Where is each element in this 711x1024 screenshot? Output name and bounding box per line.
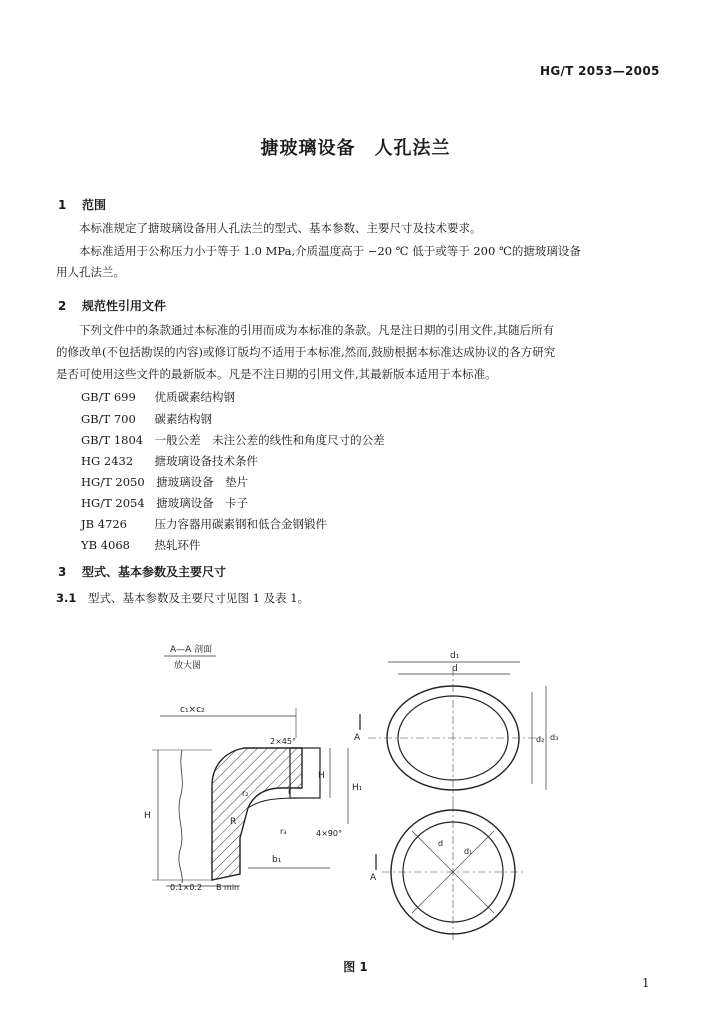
dim-c1c2: c₁×c₂ xyxy=(180,705,205,715)
dim-angle: 4×90° xyxy=(316,829,342,838)
section-1-paragraph-2-line-1: 本标准适用于公称压力小于等于 1.0 MPa,介质温度高于 −20 ℃ 低于或等于 200 ℃的搪玻璃设备 xyxy=(79,244,581,258)
section-3-1-number: 3.1 xyxy=(56,591,77,605)
standard-number: HG/T 2053—2005 xyxy=(540,64,660,78)
reference-item: HG 2432 搪玻璃设备技术条件 xyxy=(81,454,258,468)
section-mark-A: A xyxy=(354,733,361,743)
dim-chamfer: 2×45° xyxy=(270,737,296,746)
dim-d5: d₁ xyxy=(464,847,473,856)
section-3-heading xyxy=(58,563,226,580)
dim-d3: d₃ xyxy=(550,733,559,742)
reference-item: GB/T 1804 一般公差 未注公差的线性和角度尺寸的公差 xyxy=(81,433,385,447)
reference-item: JB 4726 压力容器用碳素钢和低合金钢锻件 xyxy=(81,517,327,531)
section-3-number: 3 xyxy=(58,565,67,579)
section-2-number: 2 xyxy=(58,299,67,313)
dim-r: r xyxy=(288,787,292,796)
section-1-heading xyxy=(58,196,106,213)
dim-H1: H₁ xyxy=(352,783,363,793)
dim-r2: r₂ xyxy=(242,789,249,798)
dim-Bmin: B min xyxy=(216,883,240,892)
section-label-bottom: 放大图 xyxy=(174,661,202,671)
dim-H: H xyxy=(144,811,151,821)
section-1-paragraph-2-line-2: 用人孔法兰。 xyxy=(56,265,125,279)
section-3-1 xyxy=(56,590,309,606)
document-title: 搪玻璃设备 人孔法兰 xyxy=(260,138,451,159)
section-3-title: 型式、基本参数及主要尺寸 xyxy=(82,565,227,579)
section-1-paragraph-1: 本标准规定了搪玻璃设备用人孔法兰的型式、基本参数、主要尺寸及技术要求。 xyxy=(79,221,482,235)
reference-item: HG/T 2050 搪玻璃设备 垫片 xyxy=(81,475,249,489)
figure-1-drawing xyxy=(120,628,660,950)
reference-item: YB 4068 热轧环件 xyxy=(81,538,201,552)
dim-tolerance: 0.1×0.2 xyxy=(170,883,203,892)
figure-caption: 图 1 xyxy=(343,960,368,974)
section-label-top: A—A 剖面 xyxy=(170,645,213,655)
reference-item: GB/T 700 碳素结构钢 xyxy=(81,412,212,426)
section-3-1-text: 型式、基本参数及主要尺寸见图 1 及表 1。 xyxy=(88,591,310,605)
section-mark-A: A xyxy=(370,873,377,883)
reference-item: HG/T 2054 搪玻璃设备 卡子 xyxy=(81,496,249,510)
dim-R: R xyxy=(230,817,237,827)
dim-H-flange: H xyxy=(318,771,325,781)
section-2-heading xyxy=(58,297,166,314)
section-2-title: 规范性引用文件 xyxy=(82,299,167,313)
section-1-title: 范围 xyxy=(82,198,107,212)
dim-b1: b₁ xyxy=(272,855,282,865)
dim-r3: r₃ xyxy=(280,827,287,836)
vessel-wall-edge xyxy=(179,750,182,883)
section-2-paragraph-line-2: 的修改单(不包括勘误的内容)或修订版均不适用于本标准,然而,鼓励根据本标准达成协议的各方研究 xyxy=(56,345,556,359)
flange-neck-curve xyxy=(248,798,302,808)
section-2-paragraph-line-1: 下列文件中的条款通过本标准的引用而成为本标准的条款。凡是注日期的引用文件,其随后所有 xyxy=(79,323,555,337)
flange-section xyxy=(212,748,302,880)
dim-d4: d xyxy=(438,839,444,848)
dim-d1: d₁ xyxy=(450,651,460,661)
section-2-paragraph-line-3: 是否可使用这些文件的最新版本。凡是不注日期的引用文件,其最新版本适用于本标准。 xyxy=(56,367,497,381)
dim-d2: d₂ xyxy=(536,735,545,744)
section-1-number: 1 xyxy=(58,198,67,212)
dim-d: d xyxy=(452,664,458,674)
page-number: 1 xyxy=(642,976,650,990)
reference-item: GB/T 699 优质碳素结构钢 xyxy=(81,390,235,404)
